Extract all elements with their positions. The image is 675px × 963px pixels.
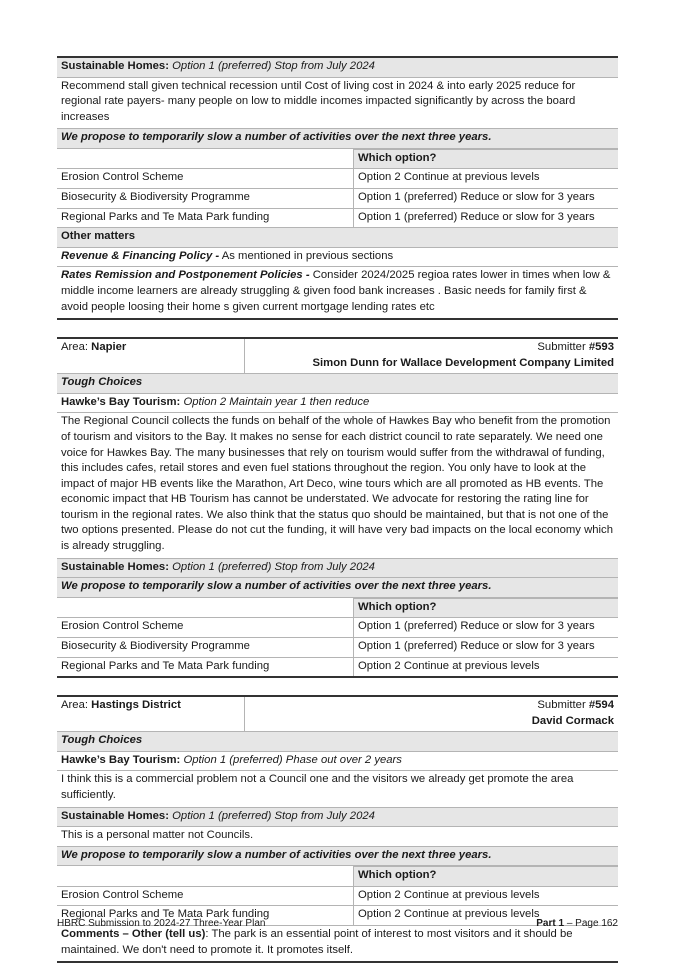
hb-tourism-option: Option 2 Maintain year 1 then reduce [183, 395, 370, 408]
comments-text: : The park is an essential point of interest to most visitors and it should be maintained. We don't need to promote it. It promotes itself. [61, 928, 573, 956]
document-page [57, 56, 618, 963]
table-row [57, 658, 618, 679]
sustainable-homes-comment: Recommend stall given technical recession until Cost of living cost in 2024 & into early 2025 reduce for regional rate payers- many people on low to middle incomes impacted significantly by across the board increases [57, 78, 618, 130]
revenue-policy-text: As mentioned in previous sections [219, 249, 394, 262]
tough-choices-heading: Tough Choices [57, 732, 618, 752]
table-row [57, 617, 618, 638]
submitter-number: #594 [588, 699, 614, 712]
option-cell: Option 1 (preferred) Reduce or slow for 3 years [353, 209, 618, 228]
tough-choices-heading: Tough Choices [57, 374, 618, 394]
activity-cell: Erosion Control Scheme [61, 171, 184, 184]
option-cell: Option 2 Continue at previous levels [353, 658, 618, 677]
footer-part: Part 1 [536, 918, 565, 929]
submitter-cell [245, 339, 618, 373]
footer-page [536, 917, 618, 931]
activity-cell: Biosecurity & Biodiversity Programme [61, 639, 250, 652]
slow-activities-heading: We propose to temporarily slow a number of activities over the next three years. [57, 129, 618, 149]
sustainable-homes-option: Option 1 (preferred) Stop from July 2024 [172, 60, 375, 72]
footer-title: HBRC Submission to 2024-27 Three-Year Plan [57, 918, 266, 929]
area-value: Napier [91, 341, 127, 354]
sustainable-homes-comment: This is a personal matter not Councils. [57, 827, 618, 847]
sustainable-homes-label: Sustainable Homes: [61, 60, 169, 72]
sustainable-homes-header [57, 559, 618, 579]
slow-activities-heading: We propose to temporarily slow a number of activities over the next three years. [57, 578, 618, 598]
slow-activities-heading: We propose to temporarily slow a number of activities over the next three years. [57, 847, 618, 867]
activity-cell: Regional Parks and Te Mata Park funding [61, 210, 270, 223]
revenue-policy-row [57, 248, 618, 268]
option-cell: Option 2 Continue at previous levels [353, 169, 618, 188]
option-cell: Option 1 (preferred) Reduce or slow for 3 years [353, 618, 618, 637]
hb-tourism-option: Option 1 (preferred) Phase out over 2 years [183, 753, 402, 766]
which-option-header [57, 866, 618, 886]
option-cell: Option 1 (preferred) Reduce or slow for 3 years [353, 638, 618, 657]
table-row [57, 189, 618, 209]
submitter-cell [245, 697, 618, 731]
submission-header [57, 337, 618, 374]
submitter-label: Submitter [537, 341, 586, 354]
which-option-label: Which option? [353, 866, 618, 886]
activity-cell: Regional Parks and Te Mata Park funding [61, 659, 270, 672]
activity-cell: Biosecurity & Biodiversity Programme [61, 191, 250, 204]
rates-remission-text: Consider 2024/2025 regioa rates lower in times when low & middle income learners are already struggling & given food bank increases . Basic needs for family first & avoid people loosing their home s given current mortgage lending rates etc [61, 269, 611, 313]
activity-cell: Erosion Control Scheme [61, 620, 184, 633]
hb-tourism-label: Hawke’s Bay Tourism: [61, 753, 181, 766]
sustainable-homes-header [57, 808, 618, 828]
area-label: Area: [61, 699, 89, 712]
sustainable-homes-header [57, 56, 618, 78]
submitter-name: David Cormack [531, 714, 614, 727]
table-row [57, 638, 618, 658]
sustainable-homes-option: Option 1 (preferred) Stop from July 2024 [172, 560, 375, 573]
option-cell: Option 1 (preferred) Reduce or slow for 3 years [353, 189, 618, 208]
sustainable-homes-option: Option 1 (preferred) Stop from July 2024 [172, 809, 375, 822]
hb-tourism-label: Hawke’s Bay Tourism: [61, 395, 181, 408]
submitter-name: Simon Dunn for Wallace Development Company Limited [312, 356, 614, 369]
hb-tourism-comment: The Regional Council collects the funds on behalf of the whole of Hawkes Bay who benefit from the promotion of tourism and visitors to the Bay. It makes no sense for each district council to rate separately. We need one voice for Hawkes Bay. The many businesses that rely on tourism would suffer from the withdrawal of funding, this includes cafes, retail stores and even fuel stations throughout the region. You only have to look at the impact of major HB events like the Marathon, Art Deco, wine tours which are all promoted as HB events. The economic impact that HB Tourism has cannot be understated. We advocate for restoring the rating line for tourism in the regional rates. We also think that the status quo should be maintained, but that is not one of the two options presented. Please do not cut the funding, it will have very bad impacts on the local economy which is already struggling. [57, 413, 618, 558]
comments-label: Comments – Other (tell us) [61, 928, 206, 941]
area-cell [57, 339, 245, 373]
table-row [57, 209, 618, 229]
which-option-header [57, 598, 618, 618]
page-footer [57, 917, 618, 931]
rates-remission-label: Rates Remission and Postponement Policies - [61, 269, 310, 282]
rates-remission-row [57, 267, 618, 320]
hb-tourism-comment: I think this is a commercial problem not a Council one and the visitors we already get promote the area sufficiently. [57, 771, 618, 807]
revenue-policy-label: Revenue & Financing Policy - [61, 249, 220, 262]
other-matters-heading: Other matters [57, 228, 618, 248]
sustainable-homes-label: Sustainable Homes: [61, 809, 169, 822]
activity-cell: Erosion Control Scheme [61, 888, 184, 901]
option-cell: Option 2 Continue at previous levels [353, 906, 618, 925]
submitter-number: #593 [588, 341, 614, 354]
activity-cell: Regional Parks and Te Mata Park funding [61, 908, 270, 921]
table-row [57, 168, 618, 189]
comments-row [57, 926, 618, 963]
submitter-label: Submitter [537, 699, 586, 712]
option-cell: Option 2 Continue at previous levels [353, 887, 618, 906]
which-option-label: Which option? [353, 598, 618, 618]
hb-tourism-header [57, 752, 618, 772]
which-option-label: Which option? [353, 149, 618, 169]
submission-header [57, 695, 618, 732]
hb-tourism-header [57, 394, 618, 414]
table-row [57, 886, 618, 907]
area-label: Area: [61, 341, 89, 354]
footer-page-number: – Page 162 [564, 918, 618, 929]
area-value: Hastings District [91, 699, 181, 712]
which-option-header [57, 149, 618, 169]
sustainable-homes-label: Sustainable Homes: [61, 560, 169, 573]
area-cell [57, 697, 245, 731]
